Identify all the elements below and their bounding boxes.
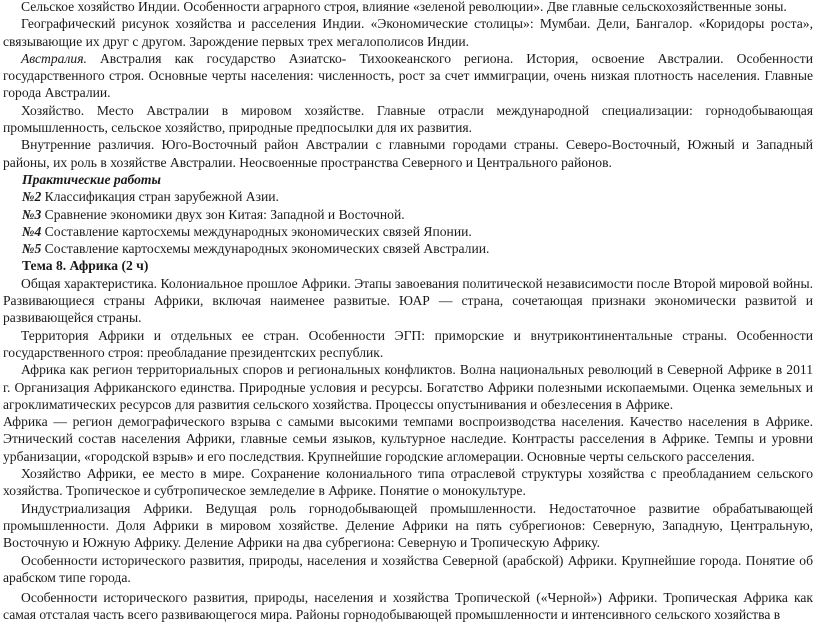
australia-text: Австралия как государство Азиатско- Тихоокеанского региона. История, освоение Австралии. Особенности государственного строя. Основные черты населения: численность, рост за счет иммиграции, очень низкая плотность населения. Главные города Австралии. [3,50,813,101]
practical-text: Классификация стран зарубежной Азии. [41,189,279,205]
paragraph-africa-conflicts: Африка как регион территориальных споров и региональных конфликтов. Волна национальных революций в Северной Африке в 2011 г. Организация Африканского единства. Природные условия и ресурсы. Богатство Африки полезными ископаемыми. Оценка земельных и агроклиматических ресурсов для развития сельского хозяйства. Процессы опустынивания и обезлесения в Африке. [3,362,813,412]
paragraph-africa-economy: Хозяйство Африки, ее место в мирe. Сохранение колониального типа отраслевой структуры хозяйства с преобладанием сельского хозяйства. Тропическое и субтропическое земледелие в Африке. Понятие о монокультуре. [3,466,813,499]
practical-number: №5 [22,241,42,257]
practical-item [0,206,816,223]
practical-item [0,223,816,240]
paragraph-africa-demography: Африка — регион демографического взрыва с самыми высокими темпами воспроизводства населения. Качество населения в Африке. Этнический состав населения Африки, главные семьи языков, культурное наследие. Контрасты расселения в Африке. Темпы и уровни урбанизации, «городской взрыв» и его последствия. Крупнейшие городские агломерации. Основные черты сельского расселения. [3,414,813,464]
paragraph-tropical-africa: Особенности исторического развития, природы, населения и хозяйства Тропической («Черной») Африки. Тропическая Африка как самая отсталая часть всего развивающегося мира. Районы горнодобывающей промышленности и интенсивного сельского хозяйства в [3,590,813,623]
practical-text: Сравнение экономики двух зон Китая: Западной и Восточной. [41,206,405,222]
paragraph-australia-regions: Внутренние различия. Юго-Восточный район Австралии с главными городами страны. Северо-Восточный, Южный и Западный районы, их роль в хозяйстве Австралии. Неосвоенные пространства Северного и Центрального районов. [3,137,813,170]
paragraph-india-geography: Географический рисунок хозяйства и расселения Индии. «Экономические столицы»: Мумбаи. Дели, Бангалор. «Коридоры роста», связывающие их друг с другом. Зарождение первых трех мегалополисов Индии. [3,16,813,49]
practical-item [0,188,816,205]
paragraph-north-africa: Особенности исторического развития, природы, населения и хозяйства Северной (арабской) Африки. Крупнейшие города. Понятие об арабском типе города. [3,552,813,585]
practical-number: №3 [22,206,42,222]
paragraph-africa-industry: Индустриализация Африки. Ведущая роль горнодобывающей промышленности. Недостаточное развитие обрабатывающей промышленности. Доля Африки в мировом хозяйстве. Деление Африки на пять субрегионов: Северную, Западную, Центральную, Восточную и Южную Африку. Деление Африки на два субрегиона: Северную и Тропическую Африку. [3,500,813,551]
practical-works-heading: Практические работы [22,171,161,187]
paragraph-australia-economy: Хозяйство. Место Австралии в мировом хозяйстве. Главные отрасли международной специализации: горнодобывающая промышленность, сельское хозяйство, природные предпосылки для их развития. [3,102,813,136]
practical-number: №4 [22,223,42,239]
paragraph-australia [0,50,816,102]
practical-text: Составление картосхемы международных экономических связей Австралии. [41,241,490,257]
topic-heading: Тема 8. Африка (2 ч) [22,258,149,274]
australia-label: Австралия. [21,50,87,66]
paragraph-africa-general: Общая характеристика. Колониальное прошлое Африки. Этапы завоевания политической независимости после Второй мировой войны. Развивающиеся страны Африки, включая наименее развитые. ЮАР — страна, сочетающая признаки экономически развитой и развивающейся страны. [3,275,813,326]
practical-text: Составление картосхемы международных экономических связей Японии. [41,223,472,239]
practical-item [0,240,816,257]
paragraph-africa-territory: Территория Африки и отдельных ее стран. Особенности ЭГП: приморские и внутриконтинентальные страны. Особенности государственного строя: преобладание президентских республик. [3,327,813,360]
practical-number: №2 [22,189,42,205]
paragraph-india-agriculture: Сельское хозяйство Индии. Особенности аграрного строя, влияние «зеленой революции». Две главные сельскохозяйственные зоны. [21,0,787,14]
